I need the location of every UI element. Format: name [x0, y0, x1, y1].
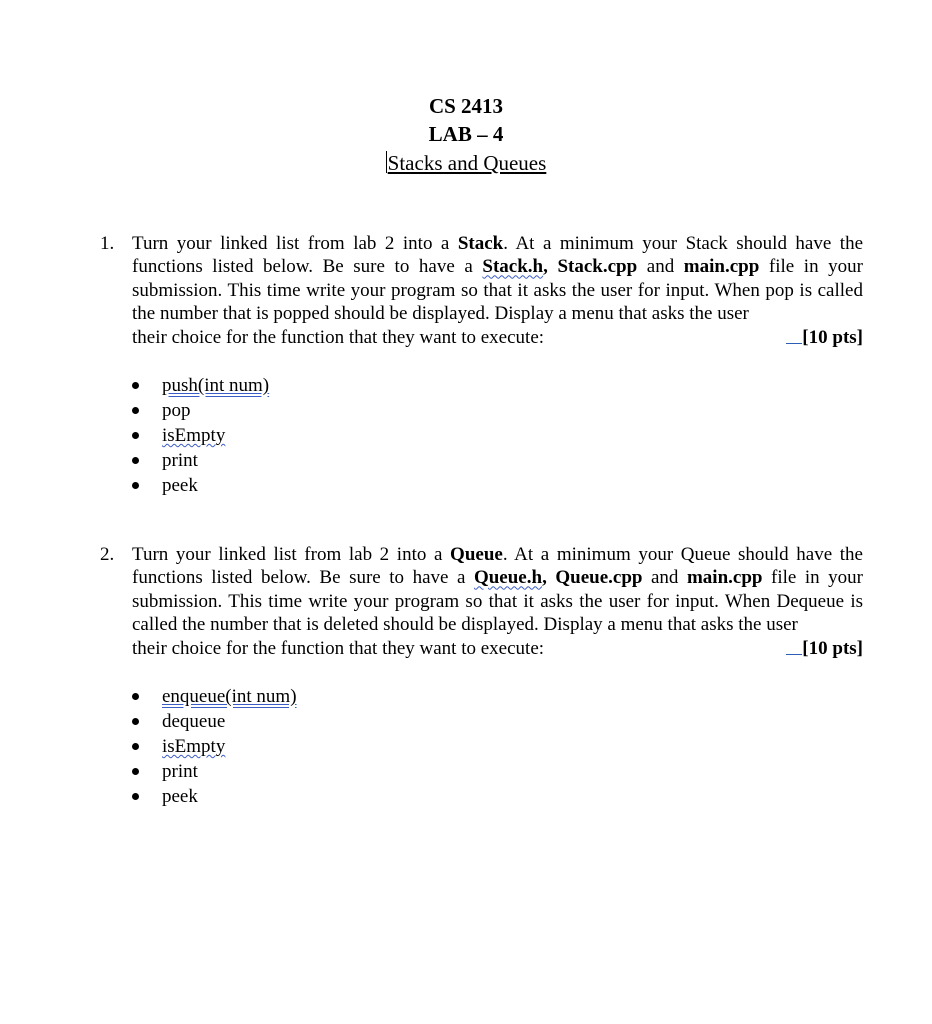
bullet-icon [132, 693, 139, 700]
document-header [0, 92, 932, 178]
list-item: isEmpty [0, 734, 932, 759]
bullet-icon [132, 743, 139, 750]
lab-number: LAB – 4 [428, 122, 504, 146]
file-cpp: Stack.cpp [557, 256, 638, 278]
list-item: print [0, 448, 932, 473]
text-cursor [386, 151, 387, 173]
question-number: 2. [100, 544, 115, 565]
question-number: 1. [100, 233, 115, 254]
file-header: Queue.h [473, 567, 543, 589]
bullet-icon [132, 718, 139, 725]
list-item: pop [0, 398, 932, 423]
list-item: push(int num) [0, 373, 932, 398]
file-main: main.cpp [683, 256, 760, 278]
bullet-icon [132, 793, 139, 800]
list-item: isEmpty [0, 423, 932, 448]
structure-name: Stack [457, 233, 504, 254]
list-item: peek [0, 473, 932, 498]
file-cpp: Queue.cpp [555, 567, 643, 589]
structure-name: Queue [450, 544, 503, 565]
list-item: peek [0, 784, 932, 809]
bullet-icon [132, 482, 139, 489]
points-label: [10 pts] [786, 326, 863, 349]
lab-title: Stacks and Queues [387, 151, 547, 175]
bullet-icon [132, 432, 139, 439]
question-last-line: their choice for the function that they want to execute: [132, 326, 545, 348]
list-item: print [0, 759, 932, 784]
file-header: Stack.h [482, 256, 544, 278]
question-text: Turn your linked list from lab 2 into a Queue. At a minimum your Queue should have the functions listed below. Be sure to have a Queue.h, Queue.cpp and main.cpp file in your submission. This time write your program so that it asks the user for input. When Dequeue is called the number that is deleted should be displayed. Display a menu that asks the user their choice for the function that they want to execute: [10 pts] [132, 544, 864, 659]
question-last-line: their choice for the function that they want to execute: [132, 637, 545, 659]
points-label: [10 pts] [786, 637, 863, 660]
course-code: CS 2413 [428, 94, 504, 118]
list-item: dequeue [0, 709, 932, 734]
bullet-icon [132, 457, 139, 464]
function-list-1 [0, 373, 932, 498]
list-item: enqueue(int num) [0, 684, 932, 709]
function-list-2 [0, 684, 932, 809]
question-text: Turn your linked list from lab 2 into a Stack. At a minimum your Stack should have the functions listed below. Be sure to have a Stack.h, Stack.cpp and main.cpp file in your submission. This time write your program so that it asks the user for input. When pop is called the number that is popped should be displayed. Display a menu that asks the user their choice for the function that they want to execute: [10 pts] [132, 233, 863, 348]
bullet-icon [132, 768, 139, 775]
file-main: main.cpp [686, 567, 763, 589]
bullet-icon [132, 382, 139, 389]
bullet-icon [132, 407, 139, 414]
